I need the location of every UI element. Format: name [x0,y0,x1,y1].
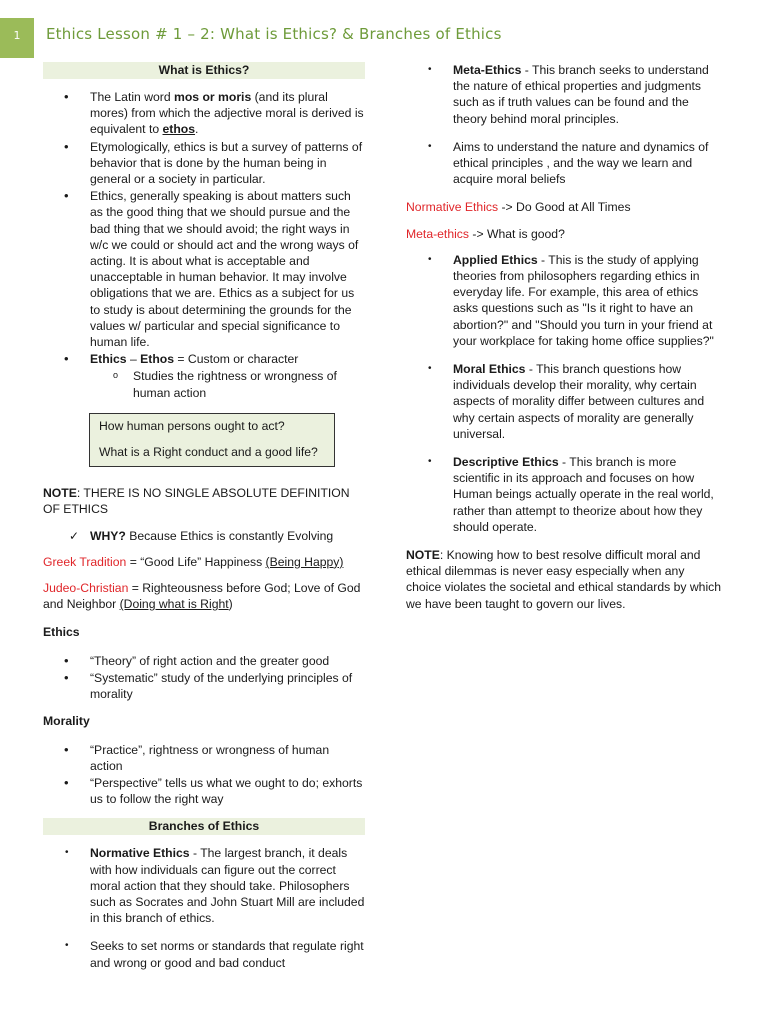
box-question-2: What is a Right conduct and a good life? [99,445,318,460]
list-item: • Etymologically, ethics is but a survey of patterns of behavior that is done by the human being in general or a society in particular. [43,139,365,188]
list-item: • “Practice”, rightness or wrongness of human action [43,742,365,774]
normative-list [43,845,365,970]
meta-summary-line: Meta-ethics -> What is good? [406,226,565,241]
other-branches-list [406,252,722,535]
greek-tradition-line: Greek Tradition = “Good Life” Happiness (Being Happy) [43,554,344,569]
morality-heading: Morality [43,714,90,729]
sub-list-item: o Studies the rightness or wrongness of human action [43,368,365,400]
list-item: • The Latin word mos or moris (and its plural mores) from which the adjective moral is derived is equivalent to ethos. [43,89,365,138]
list-item: • Applied Ethics - This is the study of applying theories from philosophers regarding ethics in everyday life. For example, this area of ethics asks questions such as "Is it right to have an abortion?" and "Should you turn in your friend at your workplace for taking home office supplies?" [406,252,722,349]
judeo-christian-line: Judeo-Christian = Righteousness before God; Love of God and Neighbor (Doing what is Right) [43,581,361,612]
page-number-badge: 1 [0,18,34,58]
list-item: • Normative Ethics - The largest branch, it deals with how individuals can figure out the correct moral action that they should take. Philosophers such as Socrates and John Stuart Mill are included in this branch of ethics. [43,845,365,926]
ethos-sub-list [43,368,365,400]
question-box [89,413,335,467]
why-list [43,528,365,544]
section-heading-what-is-ethics: What is Ethics? [43,62,365,79]
list-item: • Meta-Ethics - This branch seeks to understand the nature of ethical properties and judgments such as if truth values can be found and the theory behind moral principles. [406,62,722,127]
ethics-heading: Ethics [43,625,80,640]
list-item: • Seeks to set norms or standards that regulate right and wrong or good and bad conduct [43,938,365,970]
what-is-ethics-list [43,89,365,367]
list-item: • Descriptive Ethics - This branch is more scientific in its approach and focuses on how Human beings actually operate in the real world, rather than attempt to theorize about how they should operate. [406,454,722,535]
list-item: • “Systematic” study of the underlying principles of morality [43,670,365,702]
ethics-definition-list [43,653,365,703]
note-no-definition: NOTE: THERE IS NO SINGLE ABSOLUTE DEFINITION OF ETHICS [43,486,350,517]
list-item: • “Perspective” tells us what we ought to do; exhorts us to follow the right way [43,775,365,807]
right-column [406,62,722,612]
list-item: • Ethics, generally speaking is about matters such as the good thing that we should pursue and the bad thing that we should avoid; the right ways in w/c we could or should act and the wrong ways of acting. It is about what is acceptable and unacceptable in human behavior. It may involve obligations that we are. Ethics as a subject for us to study is about determining the grounds for the values w/ particular and special significance to human life. [43,188,365,350]
left-column [43,62,365,983]
page-header-title: Ethics Lesson # 1 – 2: What is Ethics? & Branches of Ethics [46,25,502,43]
section-heading-branches-of-ethics: Branches of Ethics [43,818,365,835]
list-item: • Ethics – Ethos = Custom or character [43,351,365,367]
note-dilemmas: NOTE: Knowing how to best resolve difficult moral and ethical dilemmas is never easy especially when any choice violates the societal and ethical standards by which we have been taught to govern our lives. [406,548,722,611]
box-question-1: How human persons ought to act? [99,418,285,433]
meta-ethics-list [406,62,722,187]
check-item: ✓ WHY? Because Ethics is constantly Evolving [43,528,365,544]
list-item: • Aims to understand the nature and dynamics of ethical principles , and the way we learn and acquire moral beliefs [406,139,722,188]
list-item: • Moral Ethics - This branch questions how individuals develop their morality, why certain aspects of morality differ between cultures and why certain aspects of morality are generally universal. [406,361,722,442]
list-item: • “Theory” of right action and the greater good [43,653,365,669]
morality-definition-list [43,742,365,808]
normative-summary-line: Normative Ethics -> Do Good at All Times [406,200,631,215]
